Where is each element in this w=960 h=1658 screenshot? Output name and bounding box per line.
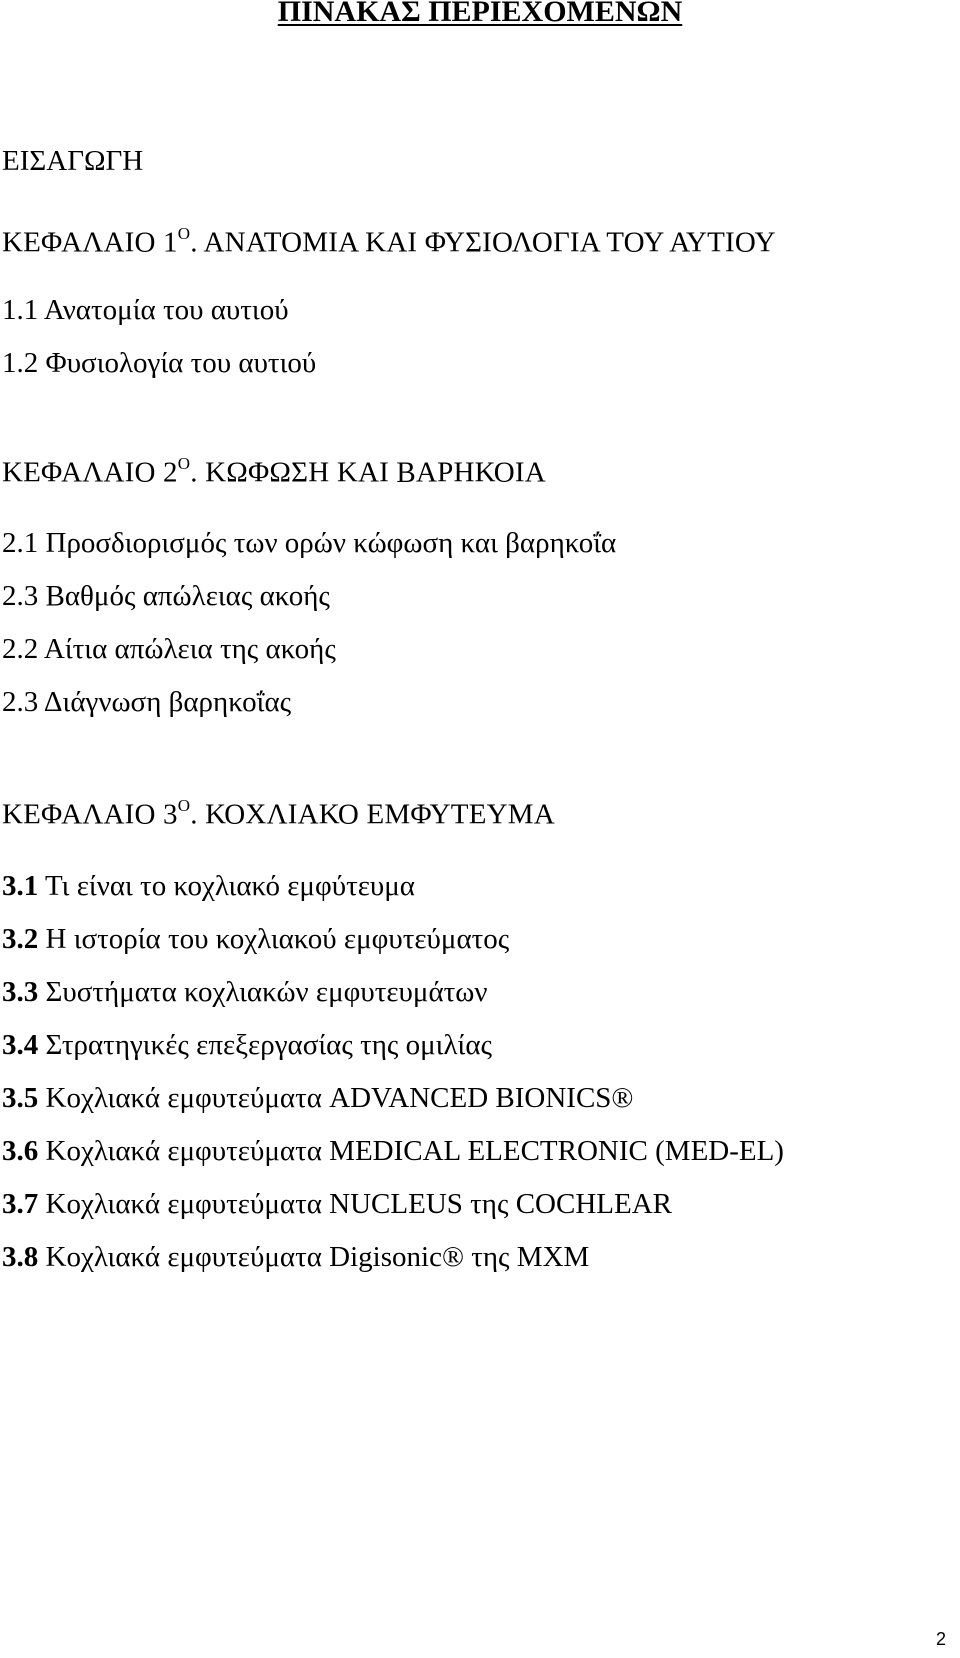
toc-item-text: Στρατηγικές επεξεργασίας της ομιλίας	[38, 1029, 493, 1061]
toc-item-number: 3.1	[2, 870, 39, 902]
chapter-title: . ΚΩΦΩΣΗ ΚΑΙ ΒΑΡΗΚΟΙΑ	[190, 456, 546, 489]
toc-item-number: 2.1	[2, 527, 39, 559]
toc-item	[2, 345, 316, 381]
toc-item	[2, 1239, 589, 1275]
toc-chapter-1	[2, 218, 776, 261]
toc-item-number: 1.2	[2, 347, 39, 379]
toc-item-number: 2.3	[2, 686, 39, 718]
toc-item-text: Διάγνωση βαρηκοΐας	[38, 686, 292, 718]
toc-item-number: 3.6	[2, 1135, 39, 1167]
toc-item-text: Κοχλιακά εμφυτεύματα NUCLEUS της COCHLEAR	[38, 1188, 672, 1220]
toc-item-text: Τι είναι το κοχλιακό εμφύτευμα	[38, 870, 415, 902]
toc-item-text: Βαθμός απώλειας ακοής	[38, 580, 330, 612]
toc-item-text: Ανατομία του αυτιού	[38, 294, 289, 326]
chapter-ordinal-sup: Ο	[177, 796, 191, 815]
toc-item	[2, 1133, 784, 1169]
toc-item-text: Φυσιολογία του αυτιού	[38, 347, 317, 379]
toc-item	[2, 578, 330, 614]
toc-item-number: 2.2	[2, 633, 39, 665]
toc-item-number: 3.2	[2, 923, 39, 955]
toc-item	[2, 631, 336, 667]
chapter-prefix: ΚΕΦΑΛΑΙΟ 3	[2, 798, 178, 831]
toc-item	[2, 1080, 633, 1116]
chapter-prefix: ΚΕΦΑΛΑΙΟ 2	[2, 456, 178, 489]
toc-item	[2, 525, 616, 561]
toc-item-text: Κοχλιακά εμφυτεύματα ADVANCED BIONICS®	[38, 1082, 634, 1114]
toc-item-number: 2.3	[2, 580, 39, 612]
toc-chapter-3	[2, 790, 555, 833]
toc-item-text: Η ιστορία του κοχλιακού εμφυτεύματος	[38, 923, 510, 955]
toc-item-text: Κοχλιακά εμφυτεύματα MEDICAL ELECTRONIC (MED-EL)	[38, 1135, 784, 1167]
toc-item	[2, 921, 509, 957]
toc-item-number: 3.8	[2, 1241, 39, 1273]
toc-item	[2, 868, 415, 904]
chapter-title: . ΚΟΧΛΙΑΚΟ ΕΜΦΥΤΕΥΜΑ	[190, 798, 555, 831]
toc-item-number: 3.5	[2, 1082, 39, 1114]
toc-item-text: Προσδιορισμός των ορών κώφωση και βαρηκοΐα	[38, 527, 617, 559]
toc-item-number: 3.7	[2, 1188, 39, 1220]
chapter-title: . ΑΝΑΤΟΜΙΑ ΚΑΙ ΦΥΣΙΟΛΟΓΙΑ ΤΟΥ ΑΥΤΙΟΥ	[190, 226, 776, 259]
chapter-ordinal-sup: Ο	[177, 454, 191, 473]
toc-intro: ΕΙΣΑΓΩΓΗ	[2, 145, 144, 177]
chapter-prefix: ΚΕΦΑΛΑΙΟ 1	[2, 226, 178, 259]
toc-item-number: 3.3	[2, 976, 39, 1008]
toc-chapter-2	[2, 448, 546, 491]
toc-item	[2, 684, 291, 720]
toc-item	[2, 974, 488, 1010]
toc-item-text: Κοχλιακά εμφυτεύματα Digisonic® της MXM	[38, 1241, 590, 1273]
toc-item	[2, 1027, 492, 1063]
toc-item	[2, 292, 289, 328]
toc-item-text: Συστήματα κοχλιακών εμφυτευμάτων	[38, 976, 488, 1008]
toc-item-text: Αίτια απώλεια της ακοής	[38, 633, 336, 665]
toc-item	[2, 1186, 672, 1222]
toc-item-number: 1.1	[2, 294, 39, 326]
chapter-ordinal-sup: Ο	[177, 224, 191, 243]
page-number: 2	[935, 1629, 946, 1649]
toc-item-number: 3.4	[2, 1029, 39, 1061]
page-title: ΠΙΝΑΚΑΣ ΠΕΡΙΕΧΟΜΕΝΩΝ	[277, 0, 683, 28]
